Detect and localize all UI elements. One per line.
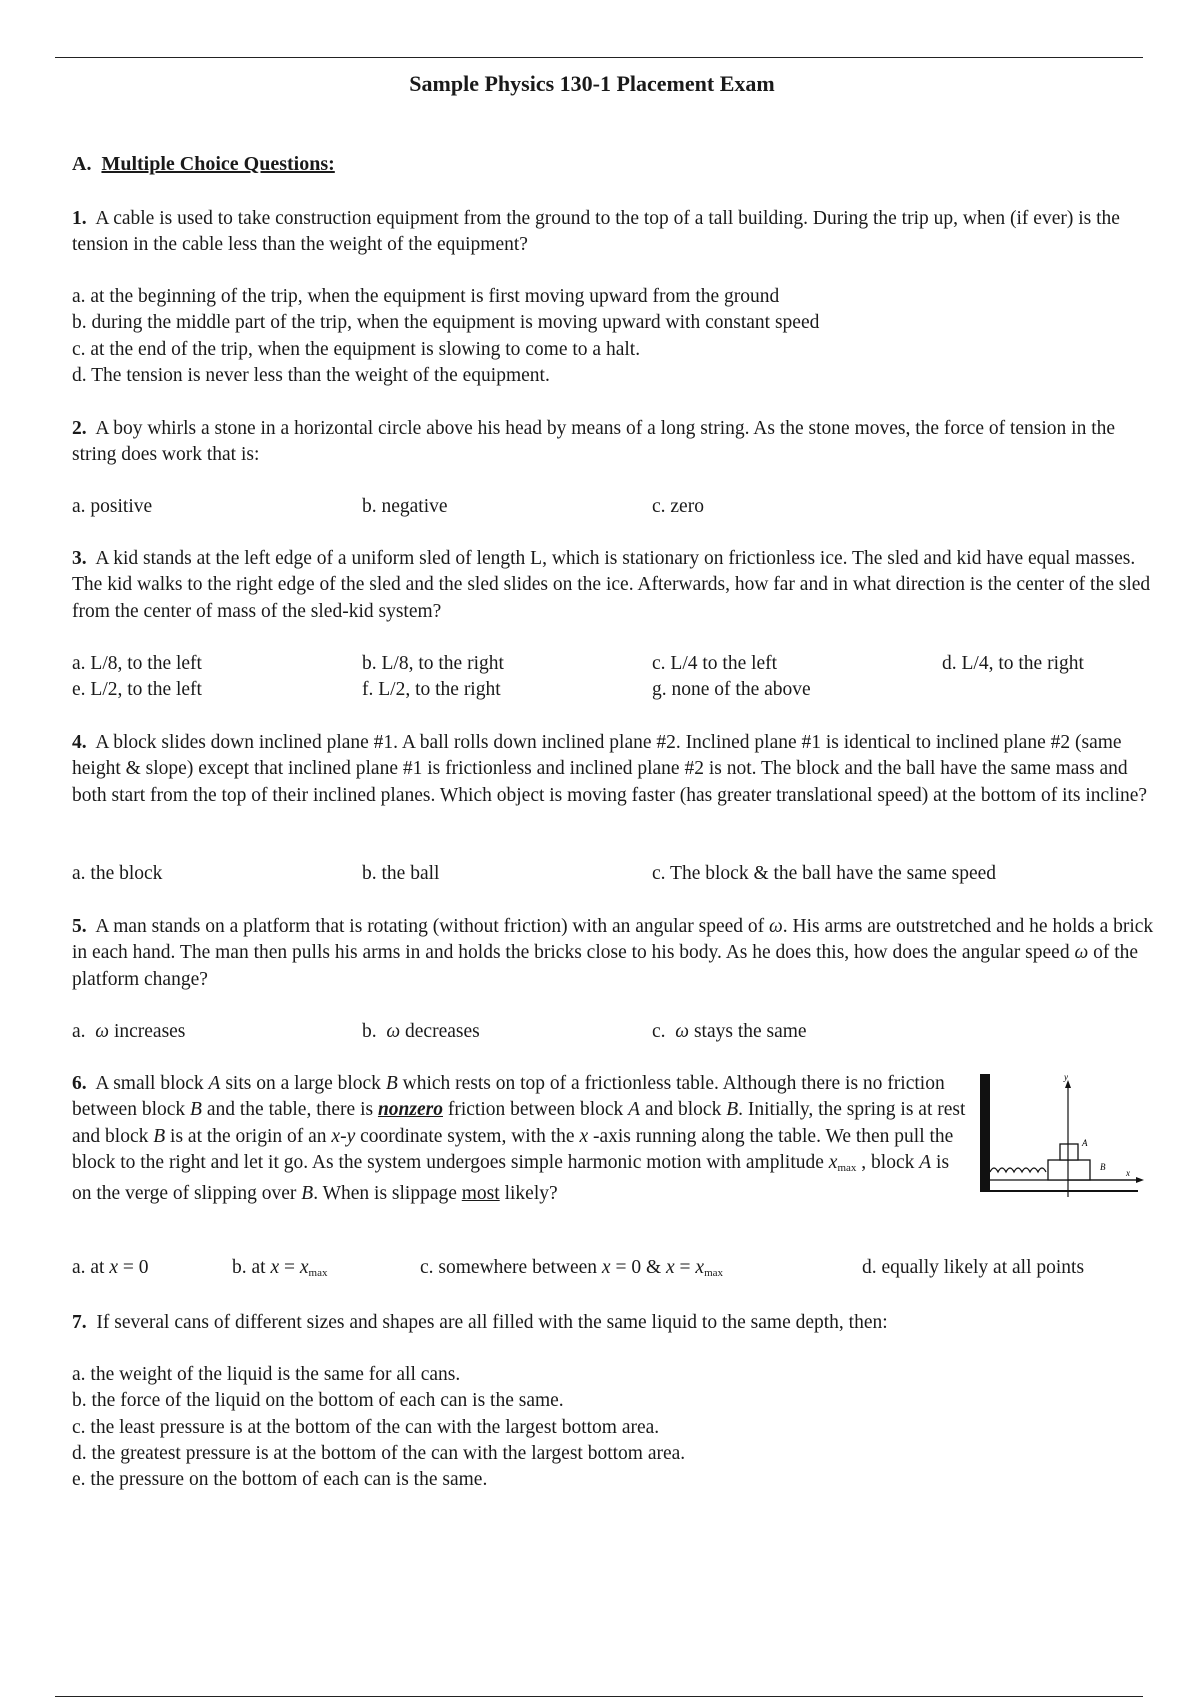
option-a[interactable]: a. the block [72,863,163,884]
option-text: = [674,1257,696,1278]
option-d[interactable]: d. the greatest pressure is at the bottom of the can with the largest bottom area. [72,1442,686,1464]
option-text: = [279,1257,300,1278]
question-7-options [72,1362,685,1493]
question-text: A small block [95,1073,209,1094]
option-a[interactable]: a. positive [72,496,153,517]
option-c[interactable]: c. the least pressure is at the bottom of the can with the largest bottom area. [72,1416,660,1438]
option-a[interactable]: a. the weight of the liquid is the same for all cans. [72,1364,461,1385]
question-number: 6. [72,1073,87,1094]
option-g[interactable]: g. none of the above [652,679,811,700]
question-text: likely? [499,1183,558,1205]
option-label: b. at [232,1257,271,1278]
question-text: is on the verge of slipping over [72,1151,950,1205]
fig-b-label: B [1100,1162,1106,1172]
question-text: A cable is used to take construction equipment from the ground to the top of a tall building. During the trip up, when (if ever) is the tension in the cable less than the weight of the equipment? [72,208,1120,256]
x-variable: x [299,1257,309,1278]
question-6 [72,1071,967,1207]
question-number: 5. [72,916,87,937]
question-1-options [72,284,819,389]
option-b[interactable]: b. negative [362,496,448,517]
x-variable: x [695,1257,705,1278]
option-b[interactable]: b. the ball [362,863,440,884]
question-text: . Initially, the spring is at rest and block [72,1099,966,1147]
question-text: and the table, there is [201,1099,378,1121]
option-c[interactable]: c. zero [652,496,704,517]
question-5 [72,914,1157,993]
question-text: . When is slippage [313,1183,462,1205]
x-variable: x [828,1151,838,1173]
option-f[interactable]: f. L/2, to the right [362,679,501,700]
spring [990,1168,1046,1172]
option-b[interactable] [232,1255,327,1286]
section-heading [72,153,335,176]
question-number: 1. [72,208,87,229]
option-text: = 0 & [610,1257,666,1278]
question-text: , block [856,1151,920,1173]
question-2 [72,416,1152,469]
question-1 [72,206,1152,259]
block-b-label: B [301,1183,314,1205]
spring-block-diagram [980,1072,1148,1202]
option-label: c. somewhere between [420,1257,602,1278]
option-a[interactable] [72,1255,149,1281]
question-number: 2. [72,418,87,439]
most-emphasis: most [461,1183,500,1205]
option-c[interactable]: c. L/4 to the left [652,653,778,674]
page-title: Sample Physics 130-1 Placement Exam [409,71,775,96]
x-variable: x [666,1257,675,1278]
option-text: increases [113,1021,186,1042]
option-b[interactable]: b. L/8, to the right [362,653,504,674]
question-3 [72,546,1152,625]
block-b-label: B [190,1099,202,1121]
question-text: is at the origin of an [165,1125,332,1147]
option-b[interactable] [362,1019,480,1045]
option-d[interactable]: d. equally likely at all points [862,1257,1085,1278]
question-7 [72,1310,1152,1336]
omega-symbol: ω [95,1021,110,1042]
max-subscript: max [704,1267,724,1279]
option-a[interactable] [72,1019,185,1045]
question-text: If several cans of different sizes and shapes are all filled with the same liquid to the same depth, then: [96,1312,888,1333]
question-number: 3. [72,548,87,569]
x-variable: x [109,1257,119,1278]
nonzero-emphasis: nonzero [377,1099,443,1121]
question-text: A man stands on a platform that is rotating (without friction) with an angular speed of [95,916,769,937]
question-text: coordinate system, with the [355,1125,580,1147]
question-number: 7. [72,1312,87,1333]
x-axis-arrow [1136,1177,1144,1183]
question-text: of the platform change? [72,942,1139,990]
fig-y-label: y [1064,1072,1068,1082]
block-b-label: B [726,1099,739,1121]
question-number: 4. [72,732,87,753]
question-text: which rests on top of a frictionless table. Although there is no friction between block [72,1073,945,1121]
wall [980,1074,990,1192]
option-b[interactable]: b. the force of the liquid on the bottom of each can is the same. [72,1390,564,1412]
option-c[interactable]: c. The block & the ball have the same speed [652,863,997,884]
block-b-label: B [153,1125,166,1147]
option-a[interactable]: a. L/8, to the left [72,653,202,674]
block-a-label: A [919,1151,932,1173]
block-a-label: A [628,1099,641,1121]
block-a-label: A [208,1073,221,1094]
max-subscript: max [837,1161,857,1174]
option-label: a. [72,1021,86,1042]
option-text: decreases [405,1021,480,1042]
x-variable: x [579,1125,589,1147]
bottom-rule [55,1696,1143,1697]
section-label: A. [72,153,92,175]
block-b-label: B [385,1073,398,1094]
question-text: -axis running along the table. We then pull the block to the right and let it go. As the system undergoes simple harmonic motion with amplitude [72,1125,954,1173]
omega-symbol: ω [1074,942,1089,964]
question-text: A boy whirls a stone in a horizontal circle above his head by means of a long string. As the stone moves, the force of tension in the string does work that is: [72,418,1116,466]
option-d[interactable]: d. L/4, to the right [942,653,1084,674]
option-d[interactable]: d. The tension is never less than the weight of the equipment. [72,364,550,386]
question-4 [72,730,1152,809]
option-e[interactable]: e. the pressure on the bottom of each can is the same. [72,1469,488,1491]
question-text: . His arms are outstretched and he holds a brick in each hand. The man then pulls his arms in and holds the bricks close to his body. As he does this, how does the angular speed [72,916,1154,964]
x-variable: x [270,1257,280,1278]
option-b[interactable]: b. during the middle part of the trip, when the equipment is moving upward with constant speed [72,312,820,334]
option-a[interactable]: a. at the beginning of the trip, when the equipment is first moving upward from the ground [72,286,780,307]
omega-symbol: ω [386,1021,401,1042]
x-variable: x [601,1257,611,1278]
option-c[interactable] [420,1255,723,1286]
question-text: A kid stands at the left edge of a uniform sled of length L, which is stationary on frictionless ice. The sled and kid have equal masses. The kid walks to the right edge of the sled and the sled slides on the ice. Afterwards, how far and in what direction is the center of the sled from the center of mass of the sled-kid system? [72,548,1151,622]
option-e[interactable]: e. L/2, to the left [72,679,202,700]
fig-x-label: x [1126,1168,1130,1178]
omega-symbol: ω [675,1021,690,1042]
xy-label: x-y [331,1125,356,1147]
option-label: b. [362,1021,377,1042]
option-text: stays the same [693,1021,807,1042]
section-title: Multiple Choice Questions: [101,153,335,175]
option-text: = 0 [118,1257,149,1278]
omega-symbol: ω [769,916,783,937]
question-text: friction between block [442,1099,629,1121]
option-label: c. [652,1021,666,1042]
fig-a-label: A [1082,1138,1088,1148]
block-b [1048,1160,1090,1180]
question-text: A block slides down inclined plane #1. A ball rolls down inclined plane #2. Inclined plane #1 is identical to inclined plane #2 (same height & slope) except that inclined plane #1 is frictionless and inclined plane #2 is not. The block and the ball have the same mass and both start from the top of their inclined planes. Which object is moving faster (has greater translational speed) at the bottom of its incline? [72,732,1148,806]
option-c[interactable]: c. at the end of the trip, when the equipment is slowing to come to a halt. [72,338,641,360]
block-a [1060,1144,1078,1160]
top-rule [55,57,1143,58]
option-label: a. at [72,1257,110,1278]
question-text: sits on a large block [220,1073,386,1094]
question-text: and block [640,1099,727,1121]
option-c[interactable] [652,1019,807,1045]
max-subscript: max [308,1267,328,1279]
